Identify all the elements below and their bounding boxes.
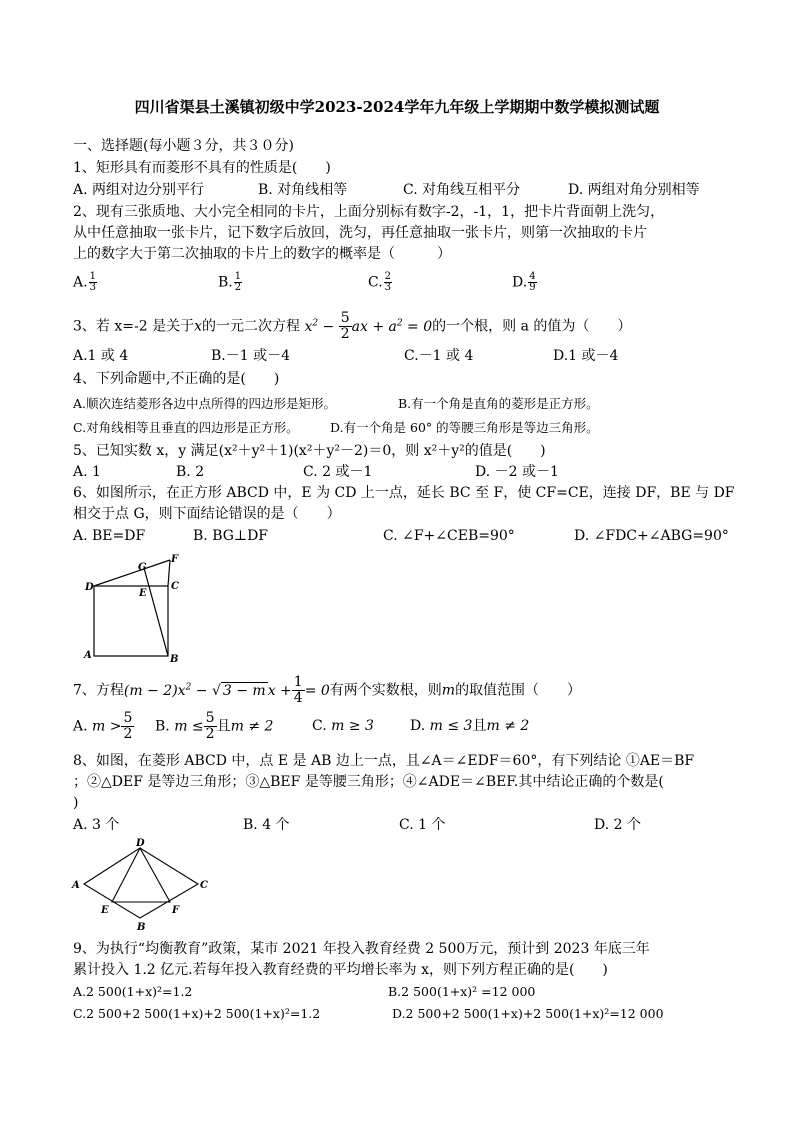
q9-option-b: B.2 500(1+x)² =12 000: [388, 984, 536, 999]
q8-line2: ；②△DEF 是等边三角形；③△BEF 是等腰三角形；④∠ADE＝∠BEF.其中结论正确的个数是(: [73, 774, 664, 790]
q2-line3: 上的数字大于第二次抽取的卡片上的数字的概率是（ ）: [73, 246, 451, 262]
q1-stem: 1、矩形具有而菱形不具有的性质是( ): [73, 160, 331, 176]
q1-option-c: C. 对角线互相平分: [403, 182, 521, 198]
segment-cf: [168, 560, 170, 586]
square-abcd: [94, 586, 168, 656]
label-d: D: [136, 838, 145, 849]
q7-option-d: D. m ≤ 3且m ≠ 2: [410, 718, 530, 734]
q6-option-d: D. ∠FDC+∠ABG=90°: [574, 528, 729, 544]
label-b: B: [170, 654, 179, 664]
q2-line1: 2、现有三张质地、大小完全相同的卡片，上面分别标有数字-2，-1，1，把卡片背面朝上洗匀，: [73, 204, 665, 220]
q6-option-c: C. ∠F+∠CEB=90°: [383, 528, 515, 544]
q3-option-d: D.1 或－4: [553, 348, 619, 364]
label-g: G: [138, 562, 147, 573]
triangle-def: [112, 848, 170, 902]
q9-option-a: A.2 500(1+x)²=1.2: [73, 984, 193, 999]
q7-option-a: A. m > $\frac{5}{2}$: [73, 710, 133, 742]
q3-option-b: B.－1 或－4: [211, 348, 291, 364]
q1-option-b: B. 对角线相等: [258, 182, 348, 198]
q4-stem: 4、下列命题中,不正确的是( ): [73, 371, 280, 387]
q4-option-b: B.有一个角是直角的菱形是正方形。: [398, 396, 599, 411]
q3-option-c: C.－1 或 4: [404, 348, 474, 364]
segment-bg: [144, 568, 168, 656]
q8-option-c: C. 1 个: [399, 817, 446, 833]
q2-option-d: D. $\frac{4}{9}$: [512, 271, 536, 293]
label-c: C: [200, 880, 208, 891]
q8-line3: ): [73, 795, 79, 811]
q5-option-d: D. －2 或－1: [475, 464, 559, 480]
q3-equation: $x^2$ − $\frac{5}{2}$ ax + $a^2 = 0$: [304, 310, 433, 343]
label-a: A: [84, 650, 92, 661]
q2-line2: 从中任意抽取一张卡片，记下数字后放回，洗匀，再任意抽取一张卡片，则第一次抽取的卡片: [73, 225, 647, 241]
q1-option-a: A. 两组对边分别平行: [73, 182, 205, 198]
q8-line1: 8、如图，在菱形 ABCD 中，点 E 是 AB 边上一点，且∠A＝∠EDF＝60°，有下列结论 ①AE＝BF: [73, 753, 695, 769]
q7-equation: $(m - 2)x^2$ − √ 3 − m x + $\frac{1}{4}$ = 0: [123, 674, 330, 707]
q9-option-d: D.2 500+2 500(1+x)+2 500(1+x)²=12 000: [392, 1006, 664, 1021]
q5-option-b: B. 2: [176, 464, 205, 480]
q4-option-c: C.对角线相等且垂直的四边形是正方形。: [73, 420, 299, 435]
q1-option-d: D. 两组对角分别相等: [568, 182, 700, 198]
label-e: E: [101, 905, 109, 916]
label-a: A: [72, 880, 80, 891]
exam-title: 四川省渠县土溪镇初级中学2023-2024学年九年级上学期期中数学模拟测试题: [134, 98, 660, 116]
q8-rhombus-figure: [70, 836, 220, 934]
q4-option-d: D.有一个角是 60° 的等腰三角形是等边三角形。: [330, 420, 599, 435]
q5-option-a: A. 1: [73, 464, 101, 480]
q6-line2: 相交于点 G，则下面结论错误的是（ ）: [73, 506, 341, 522]
q4-option-a: A.顺次连结菱形各边中点所得的四边形是矩形。: [73, 396, 337, 411]
q7-stem: 7、方程$(m - 2)x^2$ − √ 3 − m x + $\frac{1}{4}$ = 0有两个实数根，则m的取值范围（ ）: [73, 674, 582, 707]
q8-option-d: D. 2 个: [594, 817, 641, 833]
label-b: B: [137, 922, 146, 933]
q6-line1: 6、如图所示，在正方形 ABCD 中，E 为 CD 上一点，延长 BC 至 F，使 CF=CE，连接 DF，BE 与 DF: [73, 485, 735, 501]
section-heading: 一、选择题(每小题３分，共３０分): [73, 138, 294, 154]
q7-option-c: C. m ≥ 3: [312, 718, 374, 734]
q6-square-figure: [82, 552, 192, 664]
q6-option-b: B. BG⊥DF: [193, 528, 269, 544]
q7-option-b: B. m ≤ $\frac{5}{2}$ 且m ≠ 2: [155, 710, 274, 742]
q9-line1: 9、为执行“均衡教育”政策，某市 2021 年投入教育经费 2 500万元，预计到 2023 年底三年: [73, 941, 650, 957]
q8-option-b: B. 4 个: [243, 817, 290, 833]
q9-option-c: C.2 500+2 500(1+x)+2 500(1+x)²=1.2: [73, 1006, 321, 1021]
label-d: D: [85, 582, 94, 593]
label-f: F: [171, 554, 179, 565]
q6-option-a: A. BE=DF: [73, 528, 146, 544]
q3-stem: 3、若 x=-2 是关于x的一元二次方程 $x^2$ − $\frac{5}{2}$ ax + $a^2 = 0$的一个根，则 a 的值为（ ）: [73, 310, 632, 343]
segment-df: [94, 560, 170, 586]
q5-stem: 5、已知实数 x，y 满足(x²＋y²＋1)(x²＋y²－2)＝0，则 x²＋y²的值是( ): [73, 443, 546, 459]
label-f: F: [172, 905, 180, 916]
q2-option-a: A. $\frac{1}{3}$: [73, 271, 96, 293]
label-c: C: [171, 581, 179, 592]
q2-option-c: C. $\frac{2}{3}$: [368, 271, 392, 293]
q3-option-a: A.1 或 4: [73, 348, 129, 364]
q2-option-b: B. $\frac{1}{2}$: [218, 271, 242, 293]
q9-line2: 累计投入 1.2 亿元.若每年投入教育经费的平均增长率为 x，则下列方程正确的是( ): [73, 962, 608, 978]
q8-option-a: A. 3 个: [73, 817, 120, 833]
q5-option-c: C. 2 或－1: [303, 464, 373, 480]
label-e: E: [139, 588, 147, 599]
